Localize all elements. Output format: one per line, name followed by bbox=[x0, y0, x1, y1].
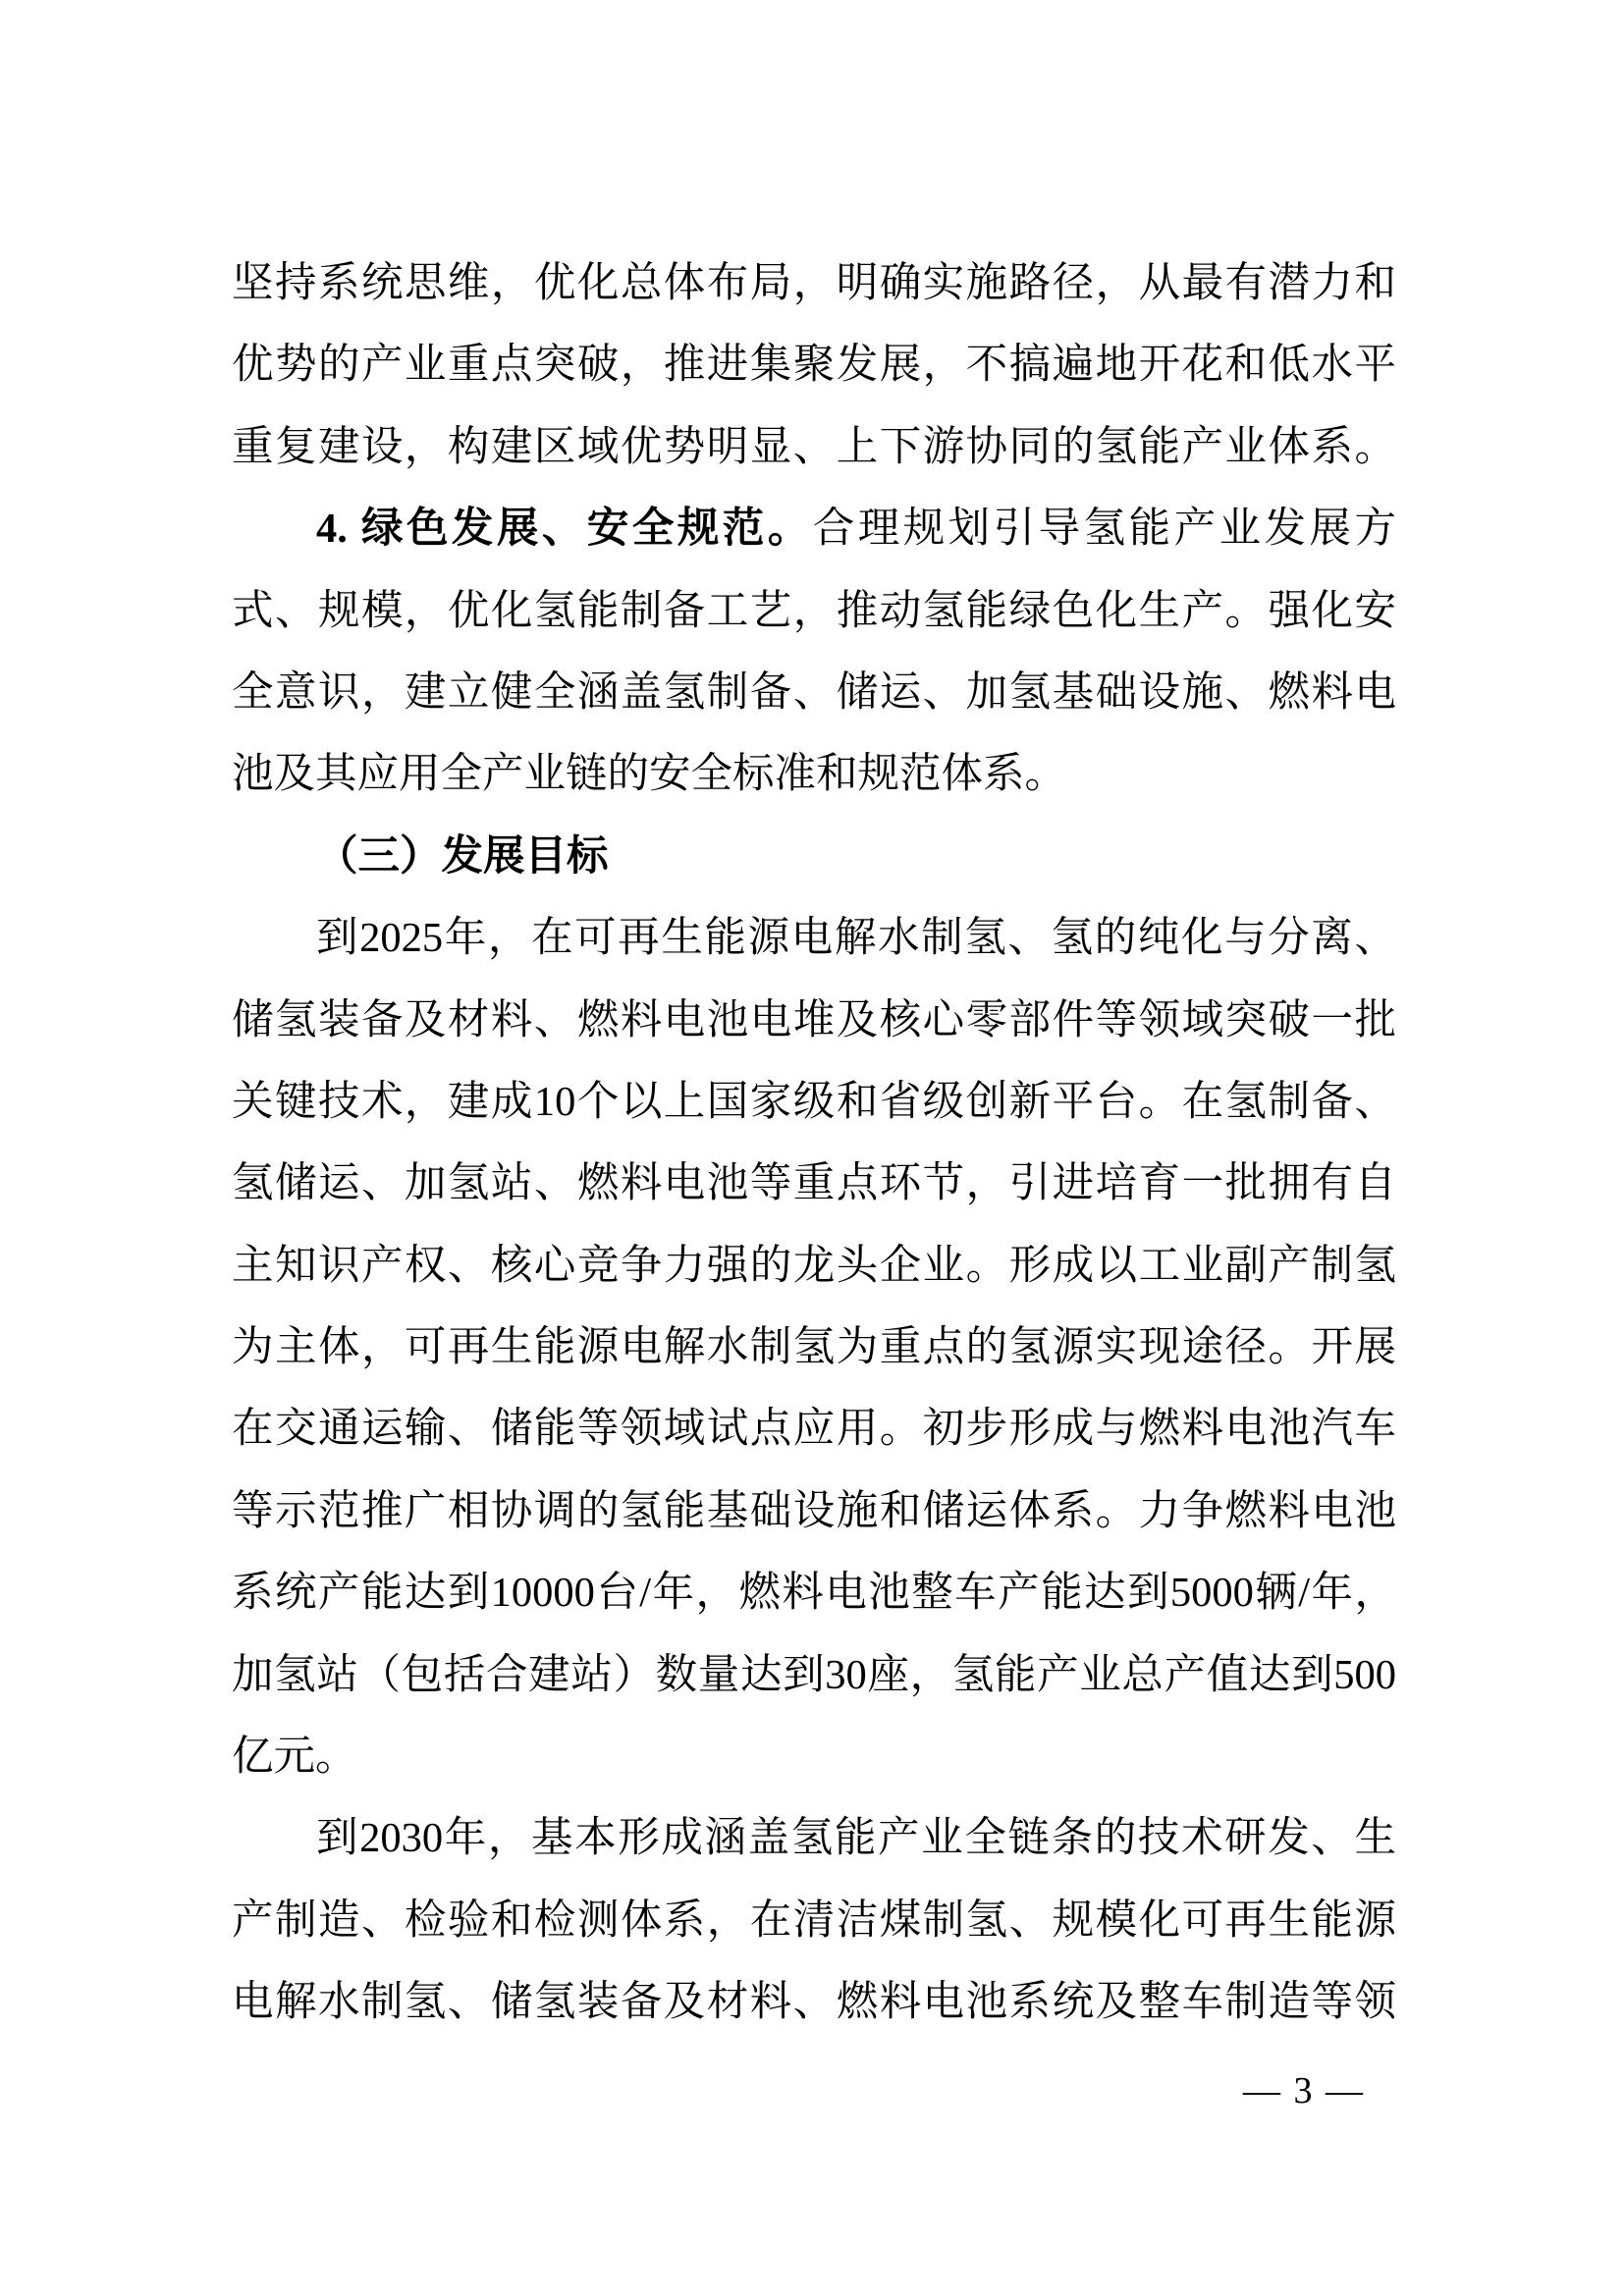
text-block bbox=[232, 242, 1396, 2044]
body-line: 储氢装备及材料、燃料电池电堆及核心零部件等领域突破一批 bbox=[232, 996, 1396, 1043]
body-line: 氢储运、加氢站、燃料电池等重点环节，引进培育一批拥有自 bbox=[232, 1160, 1396, 1207]
body-line: 为主体，可再生能源电解水制氢为重点的氢源实现途径。开展 bbox=[232, 1324, 1396, 1371]
body-line-2030-start: 到2030年，基本形成涵盖氢能产业全链条的技术研发、生 bbox=[316, 1815, 1396, 1862]
body-line: 系统产能达到10000台/年，燃料电池整车产能达到5000辆/年， bbox=[232, 1570, 1396, 1617]
body-line-item4-start bbox=[232, 488, 1396, 569]
body-line: 重复建设，构建区域优势明显、上下游协同的氢能产业体系。 bbox=[232, 423, 1396, 470]
item4-lead-rest: 合理规划引导氢能产业发展方 bbox=[812, 506, 1396, 553]
body-line: 产制造、检验和检测体系，在清洁煤制氢、规模化可再生能源 bbox=[232, 1896, 1396, 1944]
body-line: 主知识产权、核心竞争力强的龙头企业。形成以工业副产制氢 bbox=[232, 1242, 1396, 1289]
body-line: 关键技术，建成10个以上国家级和省级创新平台。在氢制备、 bbox=[232, 1078, 1396, 1125]
body-line-paragraph-end: 亿元。 bbox=[232, 1734, 357, 1781]
body-line-2025-start: 到2025年，在可再生能源电解水制氢、氢的纯化与分离、 bbox=[316, 915, 1396, 962]
body-line: 优势的产业重点突破，推进集聚发展，不搞遍地开花和低水平 bbox=[232, 342, 1396, 389]
body-line: 式、规模，优化氢能制备工艺，推动氢能绿色化生产。强化安 bbox=[232, 587, 1396, 634]
body-line: 在交通运输、储能等领域试点应用。初步形成与燃料电池汽车 bbox=[232, 1406, 1396, 1453]
body-line: 坚持系统思维，优化总体布局，明确实施路径，从最有潜力和 bbox=[232, 260, 1396, 306]
body-line: 等示范推广相协调的氢能基础设施和储运体系。力争燃料电池 bbox=[232, 1487, 1396, 1534]
body-line-paragraph-end: 池及其应用全产业链的安全标准和规范体系。 bbox=[232, 751, 1067, 798]
section-heading-goals: （三）发展目标 bbox=[316, 832, 609, 880]
body-line: 加氢站（包括合建站）数量达到30座，氢能产业总产值达到500 bbox=[232, 1651, 1396, 1698]
page-number: — 3 — bbox=[1243, 2070, 1365, 2111]
item4-bold-lead: 4. 绿色发展、安全规范。 bbox=[316, 506, 813, 553]
body-line: 全意识，建立健全涵盖氢制备、储运、加氢基础设施、燃料电 bbox=[232, 668, 1396, 716]
body-line: 电解水制氢、储氢装备及材料、燃料电池系统及整车制造等领 bbox=[232, 1979, 1396, 2026]
